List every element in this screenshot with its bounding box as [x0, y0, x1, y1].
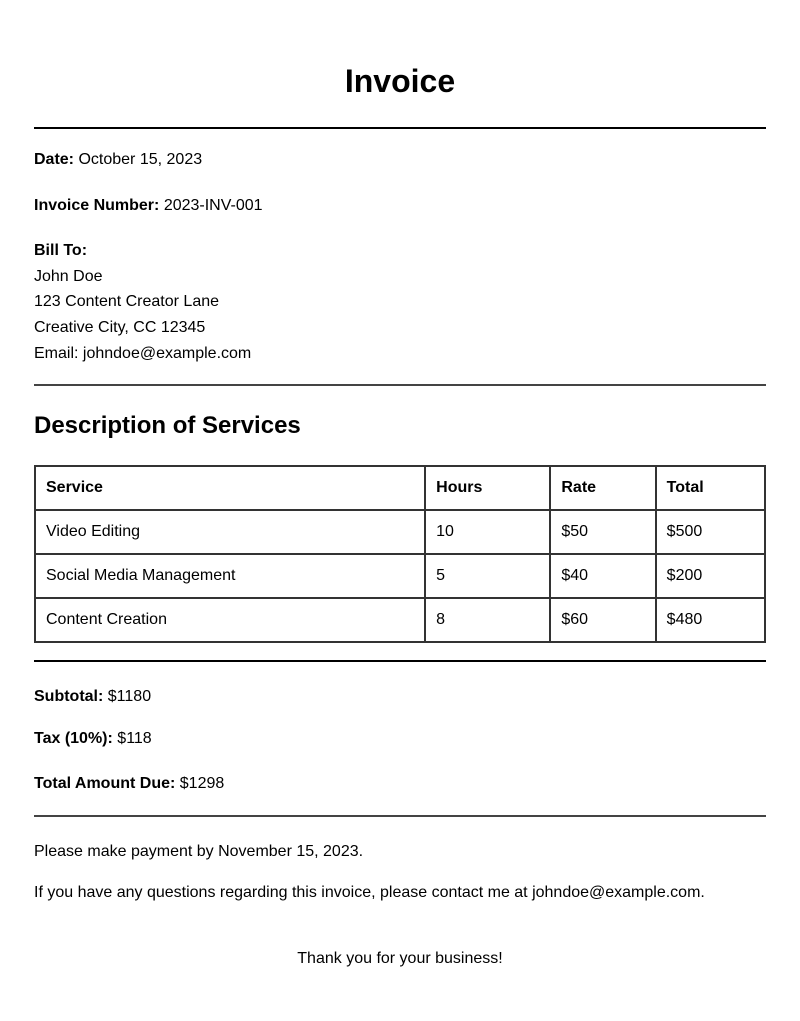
- payment-note: Please make payment by November 15, 2023.: [34, 843, 364, 860]
- total-due-line: [34, 774, 224, 794]
- service-cell: Video Editing: [35, 510, 425, 554]
- tax-value: $118: [117, 730, 152, 747]
- bill-to-label-line: [34, 241, 87, 261]
- tax-label: Tax (10%):: [34, 730, 113, 747]
- table-header-row: [35, 466, 765, 510]
- rate-cell: $40: [550, 554, 655, 598]
- column-header-service: Service: [35, 466, 425, 510]
- hours-cell: 5: [425, 554, 550, 598]
- bill-to-address-line1: 123 Content Creator Lane: [34, 293, 220, 310]
- total-due-value: $1298: [179, 775, 225, 792]
- date-line: [34, 150, 202, 170]
- invoice-number-label: Invoice Number:: [34, 197, 160, 214]
- thank-you-note: Thank you for your business!: [297, 950, 503, 967]
- service-cell: Social Media Management: [35, 554, 425, 598]
- date-label: Date:: [34, 151, 75, 168]
- invoice-number-line: [34, 196, 263, 216]
- tax-line: [34, 729, 152, 749]
- hours-cell: 8: [425, 598, 550, 642]
- total-due-label: Total Amount Due:: [34, 775, 176, 792]
- subtotal-value: $1180: [107, 688, 152, 705]
- bill-to-address-line2: Creative City, CC 12345: [34, 319, 206, 336]
- total-cell: $480: [656, 598, 765, 642]
- header-divider: [34, 127, 766, 129]
- invoice-title: Invoice: [344, 63, 456, 99]
- services-table: [34, 465, 766, 643]
- services-title: Description of Services: [34, 412, 301, 439]
- invoice-number-value: 2023-INV-001: [163, 197, 263, 214]
- bill-to-label: Bill To:: [34, 242, 88, 259]
- table-divider: [34, 660, 766, 662]
- date-value: October 15, 2023: [78, 151, 203, 168]
- column-header-total: Total: [656, 466, 765, 510]
- total-cell: $500: [656, 510, 765, 554]
- hours-cell: 10: [425, 510, 550, 554]
- column-header-rate: Rate: [550, 466, 655, 510]
- column-header-hours: Hours: [425, 466, 550, 510]
- table-row: [35, 598, 765, 642]
- table-row: [35, 510, 765, 554]
- table-row: [35, 554, 765, 598]
- bill-to-email: Email: johndoe@example.com: [34, 345, 252, 362]
- rate-cell: $50: [550, 510, 655, 554]
- service-cell: Content Creation: [35, 598, 425, 642]
- rate-cell: $60: [550, 598, 655, 642]
- subtotal-line: [34, 687, 151, 707]
- totals-divider: [34, 815, 766, 817]
- billing-divider: [34, 384, 766, 386]
- total-cell: $200: [656, 554, 765, 598]
- contact-note: If you have any questions regarding this invoice, please contact me at johndoe@example.com.: [34, 884, 705, 901]
- bill-to-name: John Doe: [34, 268, 103, 285]
- subtotal-label: Subtotal:: [34, 688, 104, 705]
